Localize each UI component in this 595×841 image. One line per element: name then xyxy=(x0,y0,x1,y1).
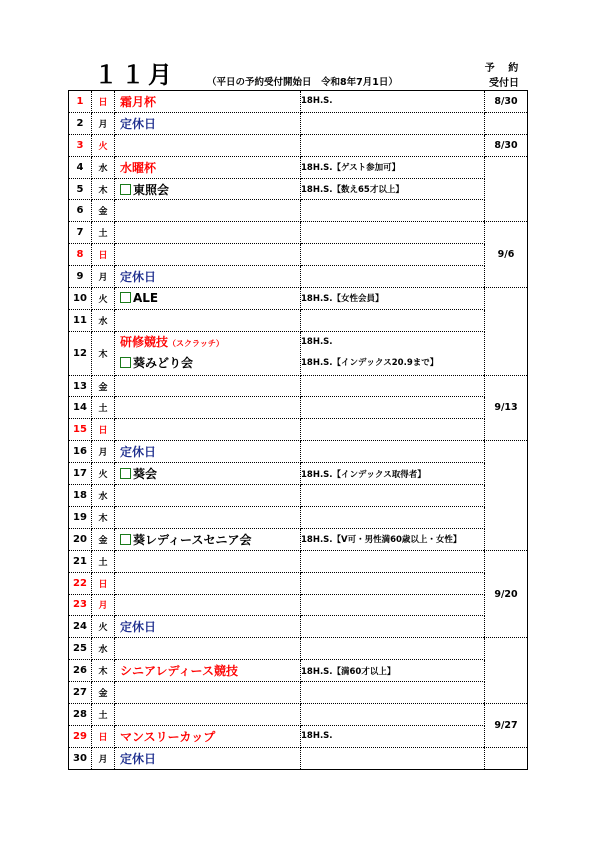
event-cell xyxy=(115,594,301,616)
calendar-row xyxy=(69,572,528,594)
note-text: 18H.S.【インデックス20.9まで】 xyxy=(301,358,439,369)
weekday: 金 xyxy=(92,200,115,222)
weekday: 日 xyxy=(92,419,115,441)
reserve-header-line2: 受付日 xyxy=(489,78,519,89)
calendar-row xyxy=(69,485,528,507)
event-cell xyxy=(115,550,301,572)
weekday: 水 xyxy=(92,309,115,331)
note-text: 18H.S. xyxy=(301,96,333,107)
event-cell xyxy=(115,725,301,747)
event-cell xyxy=(115,134,301,156)
calendar-row xyxy=(69,156,528,178)
weekday: 火 xyxy=(92,463,115,485)
note-cell xyxy=(301,528,485,550)
weekday: 水 xyxy=(92,638,115,660)
event-cell xyxy=(115,660,301,682)
day-number: 10 xyxy=(69,288,92,310)
note-cell xyxy=(301,309,485,331)
weekday: 土 xyxy=(92,222,115,244)
day-number: 12 xyxy=(69,331,92,375)
event-cell xyxy=(115,200,301,222)
event-line xyxy=(120,353,300,374)
note-text: 18H.S.【インデックス取得者】 xyxy=(301,469,426,480)
day-number: 8 xyxy=(69,244,92,266)
weekday: 木 xyxy=(92,506,115,528)
day-number: 16 xyxy=(69,441,92,463)
event-cell xyxy=(115,419,301,441)
event-cell xyxy=(115,572,301,594)
day-number: 27 xyxy=(69,682,92,704)
calendar-row xyxy=(69,178,528,200)
event-cell xyxy=(115,463,301,485)
calendar-row xyxy=(69,397,528,419)
weekday: 金 xyxy=(92,375,115,397)
calendar-row xyxy=(69,331,528,375)
event-cell xyxy=(115,222,301,244)
calendar-row xyxy=(69,222,528,244)
calendar-row xyxy=(69,703,528,725)
day-number: 21 xyxy=(69,550,92,572)
weekday: 月 xyxy=(92,441,115,463)
note-cell xyxy=(301,419,485,441)
booking-start-note: （平日の予約受付開始日 令和8年7月1日） xyxy=(207,77,398,88)
weekday: 月 xyxy=(92,266,115,288)
event-cell xyxy=(115,638,301,660)
note-cell xyxy=(301,134,485,156)
event-cell xyxy=(115,112,301,134)
weekday: 水 xyxy=(92,156,115,178)
day-number: 19 xyxy=(69,506,92,528)
event-cell xyxy=(115,331,301,375)
note-cell xyxy=(301,682,485,704)
event-cell xyxy=(115,441,301,463)
note-cell xyxy=(301,441,485,463)
event-line xyxy=(120,332,300,353)
weekday: 火 xyxy=(92,616,115,638)
calendar-row xyxy=(69,375,528,397)
calendar-row xyxy=(69,747,528,769)
calendar-row xyxy=(69,441,528,463)
note-cell xyxy=(301,506,485,528)
calendar-row xyxy=(69,112,528,134)
event-name: 定休日 xyxy=(120,751,157,766)
reservation-date: 9/6 xyxy=(485,222,528,288)
reservation-date xyxy=(485,112,528,134)
calendar-row xyxy=(69,594,528,616)
day-number: 5 xyxy=(69,178,92,200)
day-number: 30 xyxy=(69,747,92,769)
note-text: 18H.S.【満60才以上】 xyxy=(301,666,396,677)
event-name: 水曜杯 xyxy=(120,160,157,175)
event-cell xyxy=(115,397,301,419)
calendar-row xyxy=(69,200,528,222)
reservation-date: 9/13 xyxy=(485,375,528,441)
weekday: 木 xyxy=(92,178,115,200)
event-cell xyxy=(115,156,301,178)
note-cell xyxy=(301,178,485,200)
note-cell xyxy=(301,638,485,660)
calendar-row xyxy=(69,134,528,156)
note-cell xyxy=(301,485,485,507)
note-text: 18H.S. xyxy=(301,731,333,742)
event-name: 定休日 xyxy=(120,116,157,131)
event-cell xyxy=(115,616,301,638)
calendar-row xyxy=(69,528,528,550)
day-number: 28 xyxy=(69,703,92,725)
day-number: 22 xyxy=(69,572,92,594)
day-number: 1 xyxy=(69,91,92,113)
reservation-date: 9/20 xyxy=(485,550,528,638)
reserve-header-line1: 予 約 xyxy=(484,63,524,74)
event-cell xyxy=(115,682,301,704)
day-number: 17 xyxy=(69,463,92,485)
event-cell xyxy=(115,747,301,769)
reservation-date xyxy=(485,441,528,550)
day-number: 9 xyxy=(69,266,92,288)
note-cell xyxy=(301,91,485,113)
event-name: 葵レディースセニア会 xyxy=(133,532,252,547)
note-cell xyxy=(301,156,485,178)
weekday: 木 xyxy=(92,331,115,375)
note-cell xyxy=(301,266,485,288)
event-name: 霜月杯 xyxy=(120,94,157,109)
weekday: 土 xyxy=(92,397,115,419)
event-cell xyxy=(115,528,301,550)
event-name: ALE xyxy=(133,291,159,306)
note-cell xyxy=(301,222,485,244)
day-number: 15 xyxy=(69,419,92,441)
day-number: 3 xyxy=(69,134,92,156)
event-cell xyxy=(115,266,301,288)
event-name: 葵会 xyxy=(133,467,158,482)
day-number: 6 xyxy=(69,200,92,222)
weekday: 日 xyxy=(92,91,115,113)
note-text: 18H.S.【数え65才以上】 xyxy=(301,185,404,195)
event-cell xyxy=(115,703,301,725)
note-cell xyxy=(301,725,485,747)
event-name: 研修競技 xyxy=(120,335,169,350)
event-cell xyxy=(115,309,301,331)
weekday: 日 xyxy=(92,572,115,594)
weekday: 水 xyxy=(92,485,115,507)
note-text: 18H.S.【ゲスト参加可】 xyxy=(301,163,401,174)
note-cell xyxy=(301,331,485,375)
calendar-row xyxy=(69,244,528,266)
note-cell xyxy=(301,112,485,134)
weekday: 日 xyxy=(92,244,115,266)
note-text: 18H.S.【女性会員】 xyxy=(301,294,384,305)
event-cell xyxy=(115,244,301,266)
note-cell xyxy=(301,616,485,638)
note-cell xyxy=(301,200,485,222)
note-cell xyxy=(301,244,485,266)
calendar-row xyxy=(69,288,528,310)
checkbox-icon xyxy=(120,357,131,368)
reservation-date xyxy=(485,156,528,222)
day-number: 24 xyxy=(69,616,92,638)
event-cell xyxy=(115,91,301,113)
reservation-date: 8/30 xyxy=(485,91,528,113)
event-name: 東照会 xyxy=(133,182,170,197)
event-name: シニアレディース競技 xyxy=(120,664,238,679)
reservation-date xyxy=(485,747,528,769)
event-cell xyxy=(115,506,301,528)
note-text: 18H.S. xyxy=(301,337,333,348)
page-title: １１月 xyxy=(94,61,175,89)
day-number: 11 xyxy=(69,309,92,331)
event-name: 定休日 xyxy=(120,270,157,285)
weekday: 月 xyxy=(92,112,115,134)
day-number: 23 xyxy=(69,594,92,616)
event-cell xyxy=(115,485,301,507)
weekday: 日 xyxy=(92,725,115,747)
note-text: 18H.S.【V可・男性満60歳以上・女性】 xyxy=(301,535,462,546)
note-cell xyxy=(301,594,485,616)
day-number: 13 xyxy=(69,375,92,397)
checkbox-icon xyxy=(120,184,131,195)
calendar-row xyxy=(69,309,528,331)
event-name: 葵みどり会 xyxy=(133,356,194,371)
note-cell xyxy=(301,463,485,485)
calendar-row xyxy=(69,550,528,572)
weekday: 火 xyxy=(92,134,115,156)
weekday: 土 xyxy=(92,703,115,725)
note-cell xyxy=(301,375,485,397)
reservation-date xyxy=(485,638,528,704)
weekday: 火 xyxy=(92,288,115,310)
reservation-date: 8/30 xyxy=(485,134,528,156)
note-cell xyxy=(301,703,485,725)
calendar-row xyxy=(69,616,528,638)
event-subtext: （スクラッチ） xyxy=(168,339,224,349)
weekday: 木 xyxy=(92,660,115,682)
day-number: 26 xyxy=(69,660,92,682)
event-name: 定休日 xyxy=(120,620,157,635)
event-name: 定休日 xyxy=(120,445,157,460)
event-name: マンスリーカップ xyxy=(120,729,216,744)
calendar-row xyxy=(69,463,528,485)
day-number: 2 xyxy=(69,112,92,134)
checkbox-icon xyxy=(120,292,131,303)
event-cell xyxy=(115,375,301,397)
day-number: 4 xyxy=(69,156,92,178)
calendar-row xyxy=(69,266,528,288)
calendar-row xyxy=(69,660,528,682)
calendar-row xyxy=(69,506,528,528)
day-number: 25 xyxy=(69,638,92,660)
note-cell xyxy=(301,660,485,682)
calendar-table xyxy=(68,90,528,770)
note-cell xyxy=(301,572,485,594)
day-number: 20 xyxy=(69,528,92,550)
event-cell xyxy=(115,288,301,310)
note-cell xyxy=(301,397,485,419)
calendar-row xyxy=(69,638,528,660)
day-number: 14 xyxy=(69,397,92,419)
weekday: 月 xyxy=(92,747,115,769)
day-number: 18 xyxy=(69,485,92,507)
checkbox-icon xyxy=(120,468,131,479)
calendar-row xyxy=(69,91,528,113)
reservation-date xyxy=(485,288,528,376)
reservation-date: 9/27 xyxy=(485,703,528,747)
calendar-row xyxy=(69,419,528,441)
calendar-row xyxy=(69,682,528,704)
weekday: 土 xyxy=(92,550,115,572)
weekday: 金 xyxy=(92,682,115,704)
note-cell xyxy=(301,550,485,572)
calendar-row xyxy=(69,725,528,747)
checkbox-icon xyxy=(120,534,131,545)
day-number: 29 xyxy=(69,725,92,747)
weekday: 月 xyxy=(92,594,115,616)
day-number: 7 xyxy=(69,222,92,244)
note-cell xyxy=(301,747,485,769)
note-cell xyxy=(301,288,485,310)
event-cell xyxy=(115,178,301,200)
weekday: 金 xyxy=(92,528,115,550)
